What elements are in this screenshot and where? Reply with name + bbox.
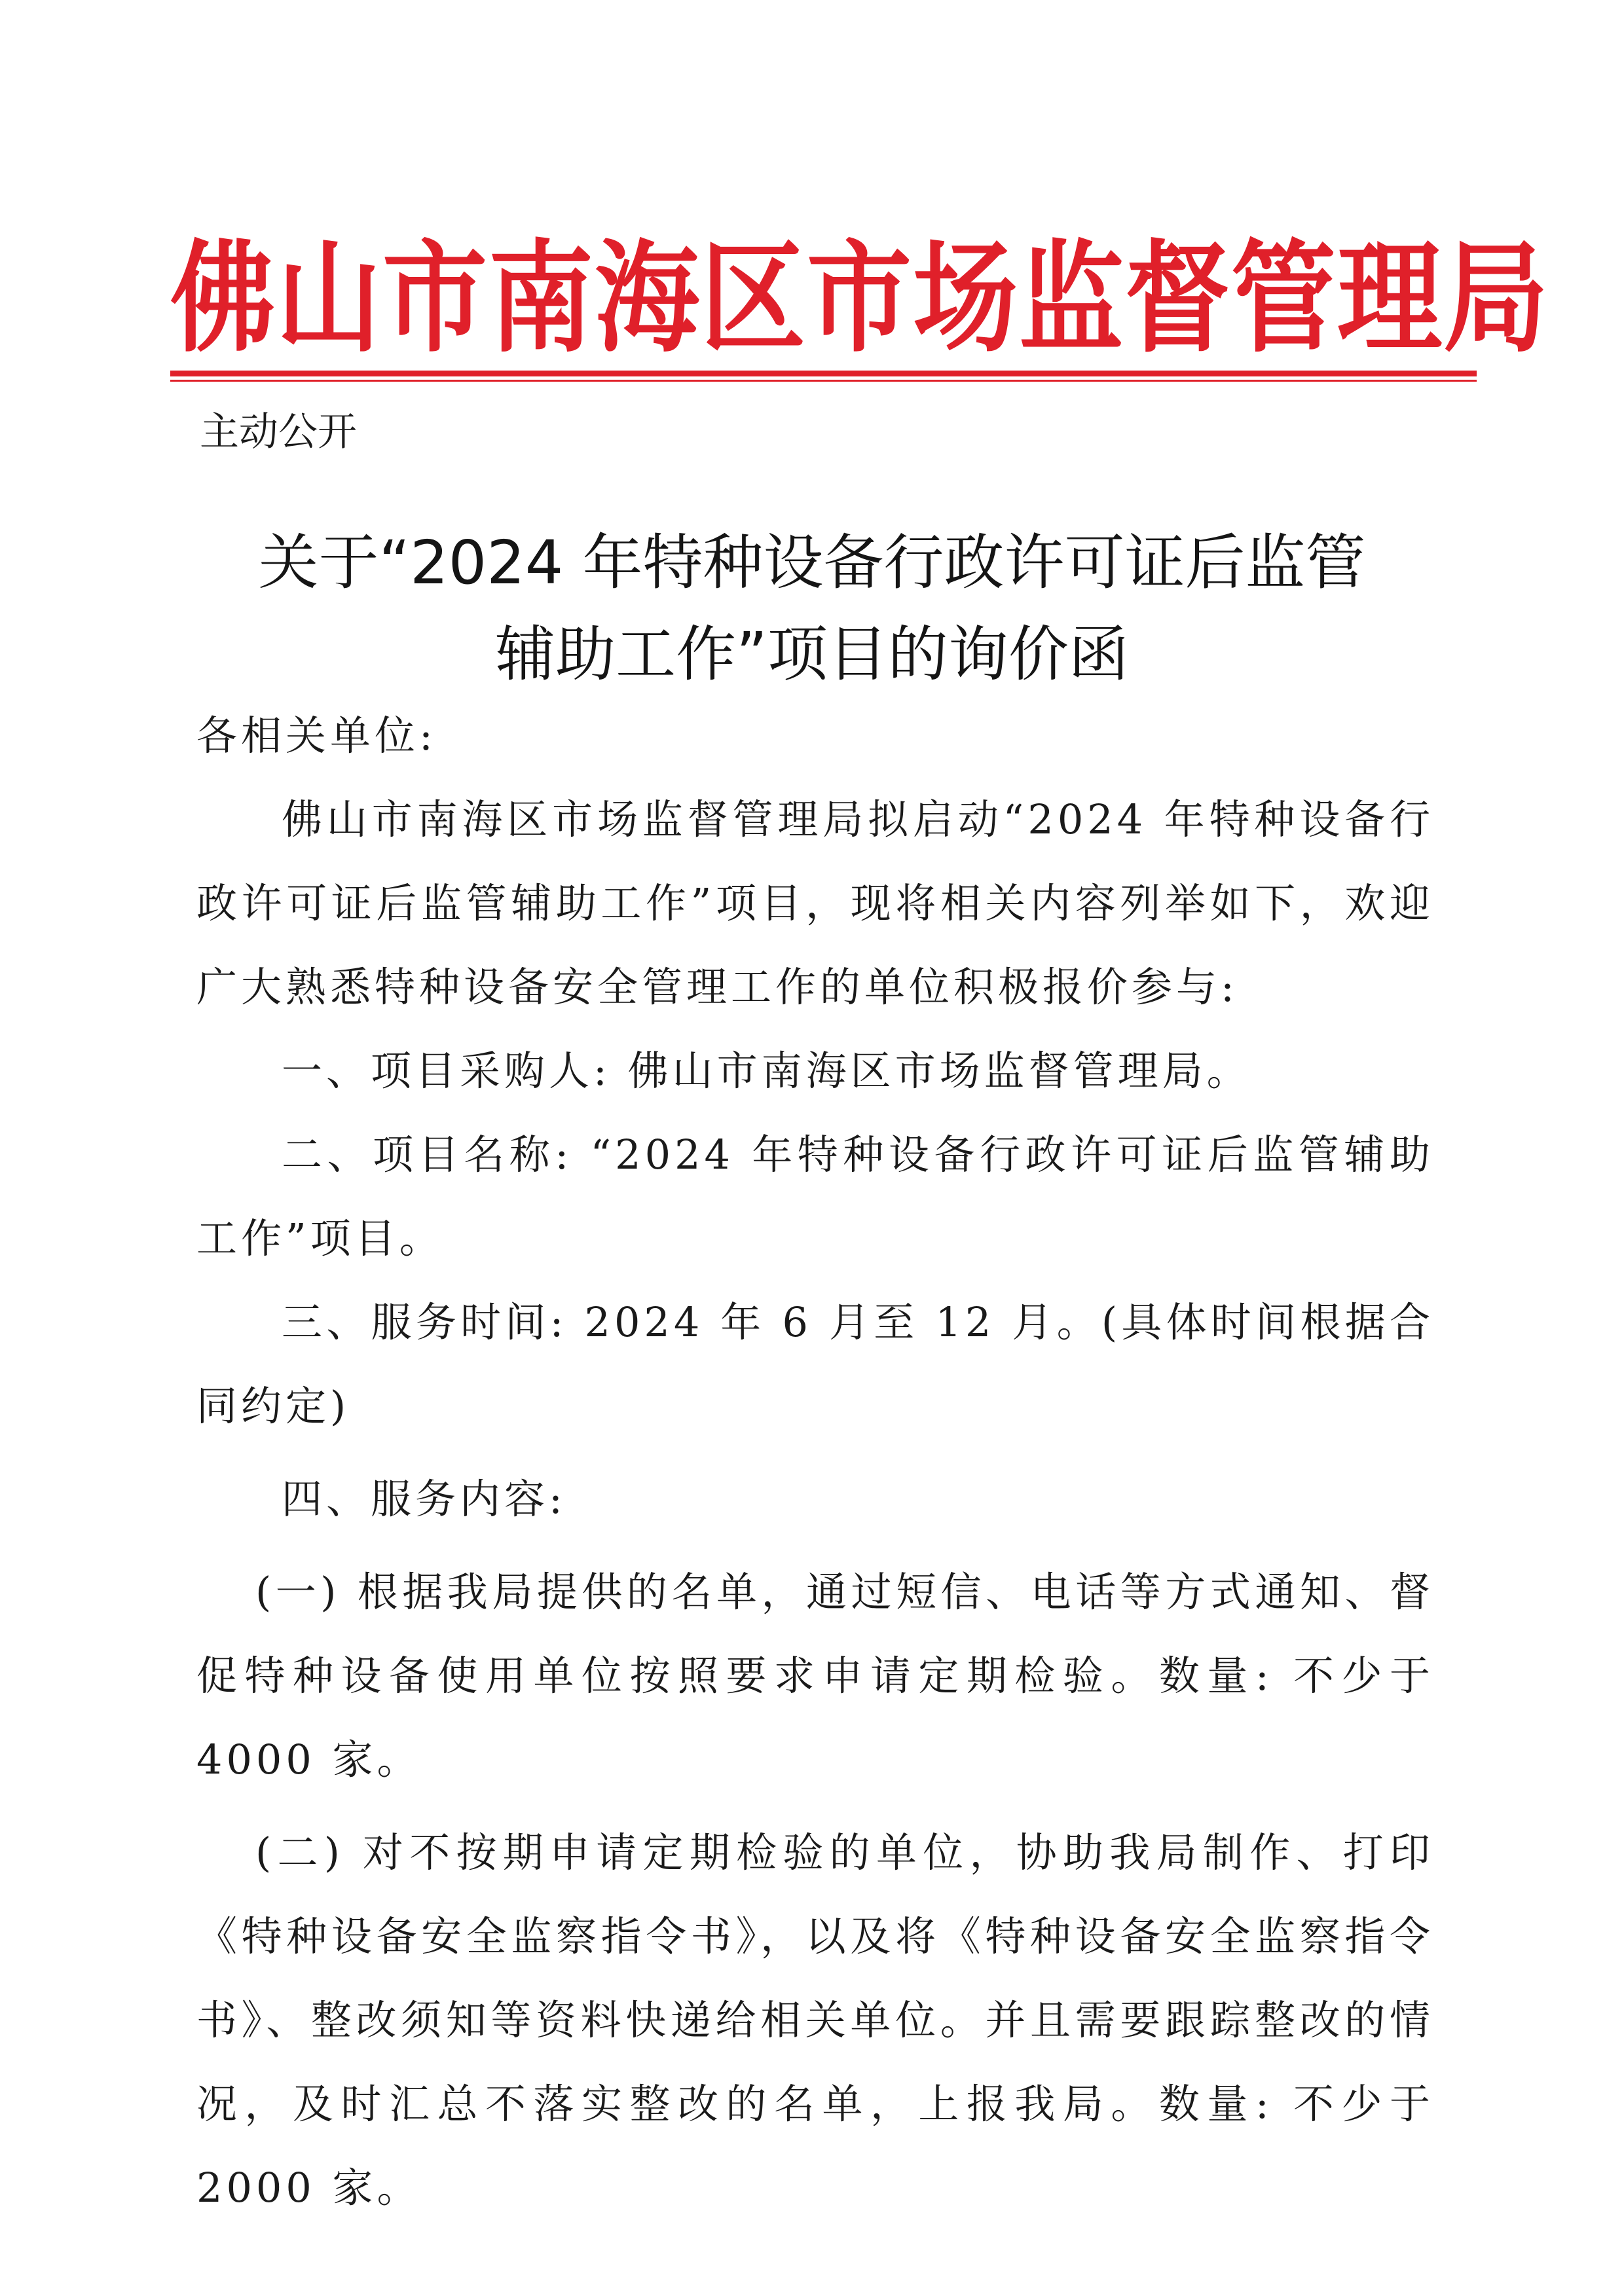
item-service-time: 三、服务时间: 2024 年 6 月至 12 月。(具体时间根据合同约定) <box>196 1298 1434 1430</box>
sub-item-1: (一) 根据我局提供的名单，通过短信、电话等方式通知、督促特种设备使用单位按照要求申请定期检验。数量: 不少于 4000 家。 <box>196 1568 1434 1783</box>
salutation: 各相关单位: <box>196 712 437 759</box>
document-body <box>196 694 1434 2230</box>
disclosure-label: 主动公开 <box>200 409 357 455</box>
title-line-1: 关于“2024 年特种设备行政许可证后监管 <box>258 528 1366 598</box>
item-purchaser: 一、项目采购人: 佛山市南海区市场监督管理局。 <box>282 1047 1251 1095</box>
document-title <box>170 517 1454 701</box>
intro-paragraph: 佛山市南海区市场监督管理局拟启动“2024 年特种设备行政许可证后监管辅助工作”项目，现将相关内容列举如下，欢迎广大熟悉特种设备安全管理工作的单位积极报价参与: <box>196 795 1434 1011</box>
letterhead-red-rule <box>170 371 1477 376</box>
title-line-2: 辅助工作”项目的询价函 <box>495 619 1129 689</box>
item-service-content: 四、服务内容: <box>282 1475 566 1523</box>
sub-item-2: (二) 对不按期申请定期检验的单位，协助我局制作、打印《特种设备安全监察指令书》，以及将《特种设备安全监察指令书》、整改须知等资料快递给相关单位。并且需要跟踪整改的情况，及时汇总不落实整改的名单，上报我局。数量: 不少于 2000 家。 <box>196 1829 1434 2212</box>
agency-letterhead: 佛山市南海区市场监督管理局 <box>170 227 1550 369</box>
letterhead-red-rule-thin <box>170 380 1477 382</box>
item-project-name: 二、项目名称: “2024 年特种设备行政许可证后监管辅助工作”项目。 <box>196 1131 1434 1262</box>
